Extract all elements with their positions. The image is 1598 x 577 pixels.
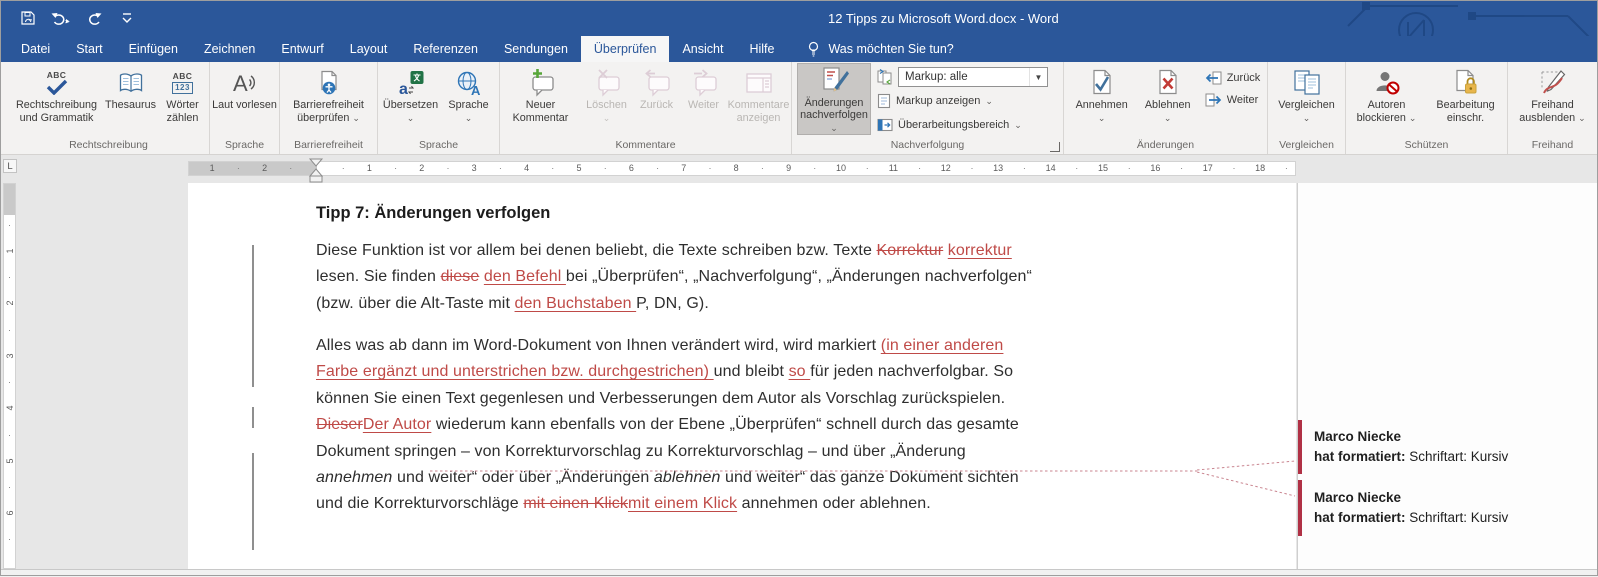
ruler-number: 1 xyxy=(209,163,215,173)
paragraph-1 xyxy=(316,238,1032,317)
ruler-tick: · xyxy=(865,163,869,173)
vertical-ruler xyxy=(3,183,16,569)
translate-button[interactable]: a Übersetzen ⌄ xyxy=(381,63,441,138)
change-author: Marco Niecke xyxy=(1314,429,1402,444)
ribbon-group-freihand xyxy=(1508,62,1597,154)
hide-ink-button[interactable]: Freihand ausblenden ⌄ xyxy=(1510,63,1596,138)
display-for-review-icon xyxy=(877,69,893,85)
chevron-down-icon: ⌄ xyxy=(1097,112,1106,123)
change-action: hat formatiert: xyxy=(1314,449,1406,464)
ribbon-group-sprache-2 xyxy=(378,62,500,154)
ruler-tick: · xyxy=(1180,163,1184,173)
document-text-line: Alles was ab dann im Word-Dokument von Ihnen verändert wird, wird markiert (in einer anderen xyxy=(316,337,1004,354)
display-for-review-row xyxy=(877,66,1048,88)
compare-button[interactable]: Vergleichen ⌄ xyxy=(1270,63,1344,138)
tab-start[interactable]: Start xyxy=(76,42,103,56)
group-label-freihand: Freihand xyxy=(1531,139,1574,151)
ruler-number: 11 xyxy=(888,163,899,173)
ruler-tick: · xyxy=(813,163,817,173)
ruler-number: 2 xyxy=(419,163,425,173)
show-comments-icon xyxy=(746,66,772,99)
next-change-icon xyxy=(1205,93,1222,108)
dropdown-arrow-icon[interactable]: ▼ xyxy=(1029,68,1047,86)
ruler-number: 6 xyxy=(4,510,15,516)
chevron-down-icon: ⌄ xyxy=(1408,112,1417,123)
ruler-number: 14 xyxy=(1045,163,1056,173)
window-title: 12 Tipps zu Microsoft Word.docx - Word xyxy=(828,10,1059,26)
chevron-down-icon: ⌄ xyxy=(1302,112,1311,123)
ruler-number: 2 xyxy=(4,300,15,306)
group-label-sprache-1: Sprache xyxy=(224,139,265,151)
ruler-tick: · xyxy=(8,429,11,440)
document-text-line: Diese Funktion ist vor allem bei denen beliebt, die Texte schreiben bzw. Texte Korrektur korrektur xyxy=(316,242,1012,259)
previous-comment-icon xyxy=(643,66,671,99)
ribbon-group-schuetzen xyxy=(1346,62,1508,154)
reviewing-pane-icon xyxy=(877,118,893,132)
ribbon-group-nachverfolgung xyxy=(792,62,1064,154)
ruler-number: 4 xyxy=(4,405,15,411)
document-text-line: und die Korrekturvorschläge mit einen Klickmit einem Klick annehmen oder ablehnen. xyxy=(316,495,931,513)
ruler-number: 15 xyxy=(1097,163,1109,173)
block-authors-icon xyxy=(1374,66,1400,99)
document-heading: Tipp 7: Änderungen verfolgen xyxy=(316,204,551,222)
change-bar xyxy=(252,245,254,387)
paragraph-2 xyxy=(316,333,1019,518)
redo-button[interactable] xyxy=(82,7,106,29)
ruler-tick: · xyxy=(551,163,555,173)
change-bar xyxy=(252,453,254,550)
tracked-change-entry[interactable] xyxy=(1298,480,1508,536)
svg-text:A: A xyxy=(470,82,480,96)
ribbon-tab-row xyxy=(0,36,1598,62)
ruler-number: 16 xyxy=(1150,163,1161,173)
ruler-tick: · xyxy=(1127,163,1131,173)
language-button[interactable]: A Sprache ⌄ xyxy=(441,63,497,138)
group-label-nachverfolgung: Nachverfolgung xyxy=(890,139,965,151)
spelling-grammar-button[interactable]: ABC Rechtschreibung und Grammatik xyxy=(9,63,105,138)
svg-text:a: a xyxy=(398,80,408,96)
document-text-line: Farbe ergänzt und unterstrichen bzw. durchgestrichen) und bleibt so für jeden nachverfolgbar. So xyxy=(316,363,1014,381)
ruler-number: 10 xyxy=(835,163,847,173)
ribbon-group-sprache-1 xyxy=(210,62,280,154)
track-changes-icon xyxy=(818,66,850,97)
previous-comment-button: Zurück xyxy=(633,63,681,138)
document-page[interactable] xyxy=(188,183,1296,576)
track-changes-button[interactable]: Änderungen nachverfolgen ⌄ xyxy=(797,63,871,135)
ruler-tick: · xyxy=(1284,163,1288,173)
reject-change-button[interactable]: Ablehnen ⌄ xyxy=(1137,63,1199,138)
decorative-circuit-graphic xyxy=(1338,0,1598,36)
word-count-icon: ABC 123 xyxy=(172,70,193,92)
document-text-line: lesen. Sie finden diese den Befehl bei „Überprüfen“, „Nachverfolgung“, „Änderungen nachverfolgen“ xyxy=(316,268,1032,286)
globe-language-icon xyxy=(456,66,482,99)
change-bar xyxy=(252,407,254,428)
show-markup-button[interactable]: Markup anzeigen ⌄ xyxy=(877,90,1048,112)
ruler-tick: · xyxy=(8,377,11,388)
group-label-kommentare: Kommentare xyxy=(615,139,676,151)
ruler-number: 18 xyxy=(1255,163,1266,173)
chevron-down-icon: ⌄ xyxy=(464,112,473,123)
document-text-line: DieserDer Autor wiederum kann ebenfalls von der Ebene „Überprüfen“ schnell durch das gesamte xyxy=(316,416,1019,434)
ruler-tick: · xyxy=(8,482,11,492)
next-comment-button: Weiter xyxy=(681,63,727,138)
ruler-tick: · xyxy=(498,163,502,173)
new-comment-icon xyxy=(527,66,555,99)
ribbon-group-vergleichen xyxy=(1268,62,1346,154)
ruler-tick: · xyxy=(603,163,607,173)
delete-comment-icon xyxy=(593,66,621,99)
ruler-tick: · xyxy=(8,220,11,230)
word-count-button[interactable]: ABC 123 Wörter zählen xyxy=(157,63,209,138)
vertical-ruler-margin-area xyxy=(4,184,15,215)
tab-referenzen[interactable]: Referenzen xyxy=(413,42,478,56)
ruler-tick: · xyxy=(970,163,974,173)
chevron-down-icon: ⌄ xyxy=(1014,120,1022,130)
tab-sendungen[interactable]: Sendungen xyxy=(503,42,568,56)
ruler-number: 3 xyxy=(471,163,477,173)
hide-ink-icon xyxy=(1539,66,1567,99)
tab-datei[interactable]: Datei xyxy=(21,42,51,56)
tell-me-label: Was möchten Sie tun? xyxy=(828,42,954,56)
chevron-down-icon: ⌄ xyxy=(1578,112,1586,123)
tab-ueberpruefen[interactable]: Überprüfen xyxy=(581,36,670,62)
title-bar xyxy=(0,0,1598,36)
change-detail: Schriftart: Kursiv xyxy=(1405,449,1509,464)
previous-change-button[interactable]: Zurück xyxy=(1205,69,1261,87)
ruler-number: 3 xyxy=(4,353,15,359)
restrict-editing-icon xyxy=(1453,66,1479,99)
book-icon xyxy=(118,66,144,99)
horizontal-ruler xyxy=(188,161,1296,176)
change-detail: Schriftart: Kursiv xyxy=(1405,510,1509,525)
document-text-line: Dokument springen – von Korrekturvorschlag zu Korrekturvorschlag – und über „Änderung xyxy=(316,442,966,460)
ruler-tick: · xyxy=(708,163,712,173)
nachverfolgung-dialog-launcher-icon[interactable] xyxy=(1050,142,1060,152)
show-markup-icon xyxy=(877,93,891,109)
reviewing-pane-button[interactable]: Überarbeitungsbereich ⌄ xyxy=(877,114,1048,136)
ruler-tick: · xyxy=(8,272,11,283)
accept-change-button[interactable]: Annehmen ⌄ xyxy=(1067,63,1137,138)
next-change-button[interactable]: Weiter xyxy=(1205,91,1261,109)
ruler-number: 12 xyxy=(940,163,951,173)
group-label-aenderungen: Änderungen xyxy=(1136,139,1195,151)
indent-markers[interactable] xyxy=(306,158,326,183)
markup-dropdown-value: Markup: alle xyxy=(905,71,968,83)
document-text-line: annehmen und weiter“ oder über „Änderungen ablehnen und weiter“ das ganze Dokument sichten xyxy=(316,468,1019,486)
group-label-sprache-2: Sprache xyxy=(418,139,459,151)
thesaurus-button[interactable]: Thesaurus xyxy=(105,63,157,138)
tracked-change-entry[interactable] xyxy=(1298,420,1508,474)
ruler-number: 5 xyxy=(4,458,15,464)
tab-stop-selector[interactable]: L xyxy=(3,159,17,173)
group-label-schuetzen: Schützen xyxy=(1404,139,1449,151)
ruler-tick: · xyxy=(760,163,764,173)
document-text-line: können Sie einen Text gegenlesen und Verbesserungen dem Autor als Vorschlag zurückspielen. xyxy=(316,389,1006,407)
chevron-down-icon: ⌄ xyxy=(830,122,838,133)
customize-quick-access-toolbar-icon[interactable] xyxy=(115,7,139,29)
ruler-number: 2 xyxy=(262,163,268,173)
compare-icon xyxy=(1293,66,1321,99)
chevron-down-icon: ⌄ xyxy=(352,112,360,123)
chevron-down-icon: ⌄ xyxy=(406,112,415,123)
lightbulb-icon xyxy=(807,41,820,57)
block-authors-button[interactable]: Autoren blockieren ⌄ xyxy=(1348,63,1426,138)
read-aloud-button[interactable]: A Laut vorlesen xyxy=(212,63,278,138)
ruler-tick: · xyxy=(289,163,293,173)
ruler-tick: · xyxy=(918,163,922,173)
read-aloud-icon xyxy=(231,66,259,99)
markup-dropdown[interactable] xyxy=(898,67,1048,87)
ruler-row xyxy=(0,156,1598,183)
next-comment-icon xyxy=(690,66,718,99)
ruler-number: 13 xyxy=(993,163,1004,173)
ruler-number: 9 xyxy=(786,163,792,173)
ruler-margin-area xyxy=(189,162,317,175)
translate-icon xyxy=(398,66,424,99)
ruler-tick: · xyxy=(1075,163,1079,173)
accessibility-icon xyxy=(317,66,341,99)
ruler-number: 5 xyxy=(576,163,582,173)
ruler-number: 1 xyxy=(366,163,372,173)
ruler-tick: · xyxy=(8,324,11,335)
group-label-barrierefreiheit: Barrierefreiheit xyxy=(294,139,363,151)
chevron-down-icon: ⌄ xyxy=(985,96,993,106)
show-comments-button: Kommentare anzeigen xyxy=(727,63,791,138)
tab-entwurf[interactable]: Entwurf xyxy=(281,42,324,56)
ribbon xyxy=(0,62,1598,155)
ribbon-group-barrierefreiheit xyxy=(280,62,378,154)
undo-button[interactable] xyxy=(49,7,73,29)
tab-layout[interactable]: Layout xyxy=(349,42,388,56)
ruler-tick: · xyxy=(394,163,398,173)
save-icon[interactable] xyxy=(16,7,40,29)
accept-icon xyxy=(1089,66,1115,99)
ribbon-group-aenderungen xyxy=(1064,62,1268,154)
ruler-tick: · xyxy=(446,163,450,173)
group-label-vergleichen: Vergleichen xyxy=(1279,139,1334,151)
tab-ansicht[interactable]: Ansicht xyxy=(682,42,724,56)
delete-comment-button: Löschen ⌄ xyxy=(581,63,633,138)
ruler-tick: · xyxy=(656,163,660,173)
ruler-number: 8 xyxy=(733,163,739,173)
new-comment-button[interactable]: Neuer Kommentar xyxy=(501,63,581,138)
quick-access-toolbar xyxy=(16,7,139,29)
spellcheck-icon: ABC xyxy=(45,66,69,99)
ruler-tick: · xyxy=(341,163,345,173)
tell-me-box[interactable] xyxy=(807,36,953,62)
ruler-number: 7 xyxy=(681,163,687,173)
accessibility-check-button[interactable]: Barrierefreiheit überprüfen ⌄ xyxy=(282,63,376,138)
change-author: Marco Niecke xyxy=(1314,490,1402,505)
restrict-editing-button[interactable]: Bearbeitung einschr. xyxy=(1426,63,1506,138)
document-text-line: (bzw. über die Alt-Taste mit den Buchstaben P, DN, G). xyxy=(316,294,709,312)
ruler-number: 17 xyxy=(1202,163,1213,173)
ruler-tick: · xyxy=(236,163,240,173)
tab-einfuegen[interactable]: Einfügen xyxy=(128,42,178,56)
reject-icon xyxy=(1155,66,1181,99)
ruler-number: 4 xyxy=(524,163,530,173)
ruler-tick: · xyxy=(1232,163,1236,173)
ruler-tick: · xyxy=(1022,163,1026,173)
markup-area xyxy=(1297,183,1598,576)
svg-text:A: A xyxy=(232,70,248,96)
ruler-number: 6 xyxy=(628,163,634,173)
previous-change-icon xyxy=(1205,71,1222,86)
change-action: hat formatiert: xyxy=(1314,510,1406,525)
ruler-tick: · xyxy=(8,534,11,545)
tab-hilfe[interactable]: Hilfe xyxy=(749,42,775,56)
chevron-down-icon: ⌄ xyxy=(602,112,611,123)
tab-zeichnen[interactable]: Zeichnen xyxy=(203,42,256,56)
ribbon-group-rechtschreibung xyxy=(8,62,210,154)
group-label-rechtschreibung: Rechtschreibung xyxy=(69,139,148,151)
ruler-number: 1 xyxy=(4,248,15,254)
ribbon-group-kommentare xyxy=(500,62,792,154)
chevron-down-icon: ⌄ xyxy=(1163,112,1172,123)
